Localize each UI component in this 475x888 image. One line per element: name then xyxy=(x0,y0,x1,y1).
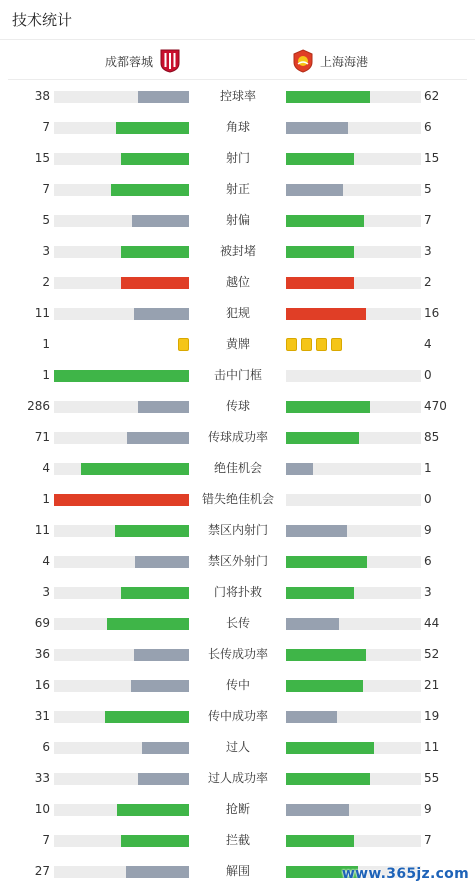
away-bar xyxy=(286,432,359,444)
home-bar xyxy=(81,463,189,475)
home-bar xyxy=(105,711,189,723)
stat-row xyxy=(0,732,475,763)
home-value: 11 xyxy=(34,306,50,320)
home-bar-track xyxy=(54,556,189,568)
away-value: 470 xyxy=(424,399,447,413)
away-value: 21 xyxy=(424,678,440,692)
away-bar-track xyxy=(286,122,421,134)
stat-label: 错失绝佳机会 xyxy=(201,492,274,506)
stat-label: 射正 xyxy=(225,182,250,196)
away-bar xyxy=(286,804,349,816)
home-value: 1 xyxy=(42,368,50,382)
stat-row xyxy=(0,453,475,484)
home-value: 6 xyxy=(42,740,50,754)
home-bar-track xyxy=(54,804,189,816)
away-bar xyxy=(286,153,354,165)
stat-label: 控球率 xyxy=(219,89,256,103)
stat-label: 角球 xyxy=(225,120,250,134)
away-bar-track xyxy=(286,91,421,103)
home-bar xyxy=(121,153,189,165)
away-value: 5 xyxy=(424,182,432,196)
home-yellow-cards xyxy=(178,338,189,351)
away-value: 9 xyxy=(424,802,432,816)
home-bar-track xyxy=(54,277,189,289)
stat-row xyxy=(0,81,475,112)
home-bar-track xyxy=(54,680,189,692)
stat-label: 犯规 xyxy=(225,306,250,320)
stat-row xyxy=(0,701,475,732)
away-bar-track xyxy=(286,556,421,568)
away-value: 55 xyxy=(424,771,440,785)
home-value: 4 xyxy=(42,461,50,475)
yellow-card-icon xyxy=(286,338,297,351)
away-bar xyxy=(286,215,364,227)
stat-row xyxy=(0,112,475,143)
away-bar xyxy=(286,525,347,537)
stat-label: 禁区外射门 xyxy=(207,554,268,568)
home-value: 3 xyxy=(42,585,50,599)
home-bar xyxy=(127,432,189,444)
home-value: 7 xyxy=(42,182,50,196)
away-value: 7 xyxy=(424,833,432,847)
away-value: 85 xyxy=(424,430,440,444)
stat-label: 传中 xyxy=(225,678,250,692)
away-bar xyxy=(286,91,370,103)
stat-label: 传球成功率 xyxy=(207,430,268,444)
away-bar xyxy=(286,122,348,134)
home-bar-track xyxy=(54,618,189,630)
home-bar xyxy=(117,804,189,816)
stat-row xyxy=(0,825,475,856)
away-bar-track xyxy=(286,432,421,444)
home-bar xyxy=(111,184,189,196)
home-value: 4 xyxy=(42,554,50,568)
home-bar-track xyxy=(54,525,189,537)
stat-row xyxy=(0,670,475,701)
home-bar xyxy=(54,370,189,382)
home-value: 31 xyxy=(34,709,50,723)
away-bar xyxy=(286,835,354,847)
stat-label: 禁区内射门 xyxy=(207,523,268,537)
stat-row xyxy=(0,236,475,267)
stat-label: 抢断 xyxy=(225,802,250,816)
stat-row xyxy=(0,360,475,391)
home-value: 7 xyxy=(42,120,50,134)
away-bar-track xyxy=(286,525,421,537)
away-team[interactable] xyxy=(292,48,368,74)
away-team-name: 上海海港 xyxy=(320,54,369,69)
home-bar-track xyxy=(54,587,189,599)
away-value: 19 xyxy=(424,709,440,723)
home-bar xyxy=(116,122,189,134)
home-bar-track xyxy=(54,711,189,723)
away-bar-track xyxy=(286,308,421,320)
yellow-card-icon xyxy=(178,338,189,351)
header xyxy=(0,0,475,40)
home-value: 16 xyxy=(34,678,50,692)
home-bar-track xyxy=(54,122,189,134)
stat-label: 解围 xyxy=(225,864,250,878)
home-bar xyxy=(121,587,189,599)
away-value: 3 xyxy=(424,244,432,258)
stat-label: 传球 xyxy=(225,399,250,413)
home-value: 15 xyxy=(34,151,50,165)
home-value: 2 xyxy=(42,275,50,289)
stat-row xyxy=(0,422,475,453)
away-value: 7 xyxy=(424,213,432,227)
home-bar-track xyxy=(54,649,189,661)
away-value: 4 xyxy=(424,337,432,351)
home-team-name: 成都蓉城 xyxy=(104,54,153,69)
away-bar-track xyxy=(286,246,421,258)
home-bar-track xyxy=(54,866,189,878)
home-value: 71 xyxy=(34,430,50,444)
stat-row xyxy=(0,143,475,174)
stat-label: 过人成功率 xyxy=(207,771,268,785)
yellow-card-icon xyxy=(301,338,312,351)
home-bar xyxy=(126,866,189,878)
stat-row xyxy=(0,515,475,546)
stat-row xyxy=(0,794,475,825)
chengdu-rongcheng-crest-icon xyxy=(159,48,181,74)
away-value: 11 xyxy=(424,740,440,754)
home-bar xyxy=(142,742,189,754)
page-title: 技术统计 xyxy=(12,11,73,29)
home-bar xyxy=(138,91,189,103)
home-value: 11 xyxy=(34,523,50,537)
home-bar-track xyxy=(54,153,189,165)
away-bar-track xyxy=(286,184,421,196)
stat-label: 击中门框 xyxy=(213,368,262,382)
stat-row xyxy=(0,639,475,670)
home-bar-track xyxy=(54,370,189,382)
home-bar-track xyxy=(54,742,189,754)
home-bar-track xyxy=(54,432,189,444)
away-bar-track xyxy=(286,277,421,289)
away-value: 6 xyxy=(424,120,432,134)
away-value: 62 xyxy=(424,89,440,103)
home-bar xyxy=(138,773,189,785)
away-value: 1 xyxy=(424,461,432,475)
home-value: 36 xyxy=(34,647,50,661)
away-value: 9 xyxy=(424,523,432,537)
stat-label: 射门 xyxy=(225,151,250,165)
away-bar-track xyxy=(286,215,421,227)
away-bar-track xyxy=(286,835,421,847)
away-bar-track xyxy=(286,773,421,785)
home-bar xyxy=(107,618,189,630)
stat-row xyxy=(0,205,475,236)
home-bar-track xyxy=(54,308,189,320)
yellow-card-icon xyxy=(331,338,342,351)
stat-label: 拦截 xyxy=(225,833,250,847)
home-bar xyxy=(121,835,189,847)
away-bar xyxy=(286,556,367,568)
away-bar-track xyxy=(286,153,421,165)
team-header xyxy=(8,40,467,80)
away-value: 52 xyxy=(424,647,440,661)
home-value: 5 xyxy=(42,213,50,227)
away-bar xyxy=(286,401,370,413)
home-value: 3 xyxy=(42,244,50,258)
away-bar xyxy=(286,773,370,785)
home-bar-track xyxy=(54,773,189,785)
stat-row xyxy=(0,546,475,577)
away-bar-track xyxy=(286,804,421,816)
away-bar xyxy=(286,587,354,599)
stat-label: 黄牌 xyxy=(225,337,250,351)
stat-row xyxy=(0,329,475,360)
home-bar-track xyxy=(54,401,189,413)
home-value: 33 xyxy=(34,771,50,785)
stat-row xyxy=(0,577,475,608)
home-value: 1 xyxy=(42,492,50,506)
home-team[interactable] xyxy=(105,48,181,74)
home-bar xyxy=(138,401,189,413)
home-value: 38 xyxy=(34,89,50,103)
stat-row xyxy=(0,298,475,329)
stat-label: 门将扑救 xyxy=(213,585,262,599)
home-value: 27 xyxy=(34,864,50,878)
home-bar xyxy=(134,649,189,661)
stat-label: 长传成功率 xyxy=(207,647,268,661)
away-bar xyxy=(286,277,354,289)
stat-label: 被封堵 xyxy=(219,244,256,258)
away-bar-track xyxy=(286,680,421,692)
stat-row xyxy=(0,484,475,515)
home-bar-track xyxy=(54,215,189,227)
home-value: 7 xyxy=(42,833,50,847)
away-value: 44 xyxy=(424,616,440,630)
away-value: 3 xyxy=(424,585,432,599)
stat-label: 越位 xyxy=(225,275,250,289)
home-value: 69 xyxy=(34,616,50,630)
home-bar-track xyxy=(54,835,189,847)
away-bar xyxy=(286,618,339,630)
home-bar-track xyxy=(54,494,189,506)
away-bar xyxy=(286,711,337,723)
away-bar xyxy=(286,184,343,196)
stat-row xyxy=(0,267,475,298)
away-bar xyxy=(286,246,354,258)
away-bar-track xyxy=(286,370,421,382)
stat-row xyxy=(0,608,475,639)
stat-row xyxy=(0,391,475,422)
home-value: 286 xyxy=(27,399,50,413)
home-bar-track xyxy=(54,246,189,258)
watermark: www.365jz.com xyxy=(341,866,469,882)
home-bar xyxy=(135,556,189,568)
away-bar-track xyxy=(286,742,421,754)
away-value: 15 xyxy=(424,151,440,165)
away-bar-track xyxy=(286,587,421,599)
yellow-card-icon xyxy=(316,338,327,351)
away-bar xyxy=(286,680,363,692)
away-bar-track xyxy=(286,649,421,661)
away-bar xyxy=(286,463,313,475)
away-value: 2 xyxy=(424,275,432,289)
away-bar-track xyxy=(286,494,421,506)
home-bar xyxy=(121,246,189,258)
stat-row xyxy=(0,174,475,205)
stat-label: 绝佳机会 xyxy=(213,461,262,475)
home-bar-track xyxy=(54,91,189,103)
home-value: 10 xyxy=(34,802,50,816)
stat-label: 传中成功率 xyxy=(207,709,268,723)
home-bar xyxy=(131,680,189,692)
stat-label: 过人 xyxy=(225,740,250,754)
home-bar xyxy=(121,277,189,289)
away-value: 6 xyxy=(424,554,432,568)
away-bar-track xyxy=(286,401,421,413)
away-value: 16 xyxy=(424,306,440,320)
stat-label: 射偏 xyxy=(225,213,250,227)
away-bar-track xyxy=(286,618,421,630)
away-yellow-cards xyxy=(286,338,342,351)
away-bar xyxy=(286,649,366,661)
home-bar xyxy=(134,308,189,320)
home-bar-track xyxy=(54,184,189,196)
away-bar-track xyxy=(286,463,421,475)
home-value: 1 xyxy=(42,337,50,351)
stat-row xyxy=(0,763,475,794)
away-bar-track xyxy=(286,711,421,723)
away-bar xyxy=(286,308,366,320)
home-bar xyxy=(132,215,189,227)
stat-label: 长传 xyxy=(225,616,250,630)
home-bar xyxy=(115,525,189,537)
shanghai-port-crest-icon xyxy=(292,48,314,74)
away-bar xyxy=(286,742,374,754)
away-value: 0 xyxy=(424,368,432,382)
away-value: 0 xyxy=(424,492,432,506)
home-bar xyxy=(54,494,189,506)
home-bar-track xyxy=(54,463,189,475)
